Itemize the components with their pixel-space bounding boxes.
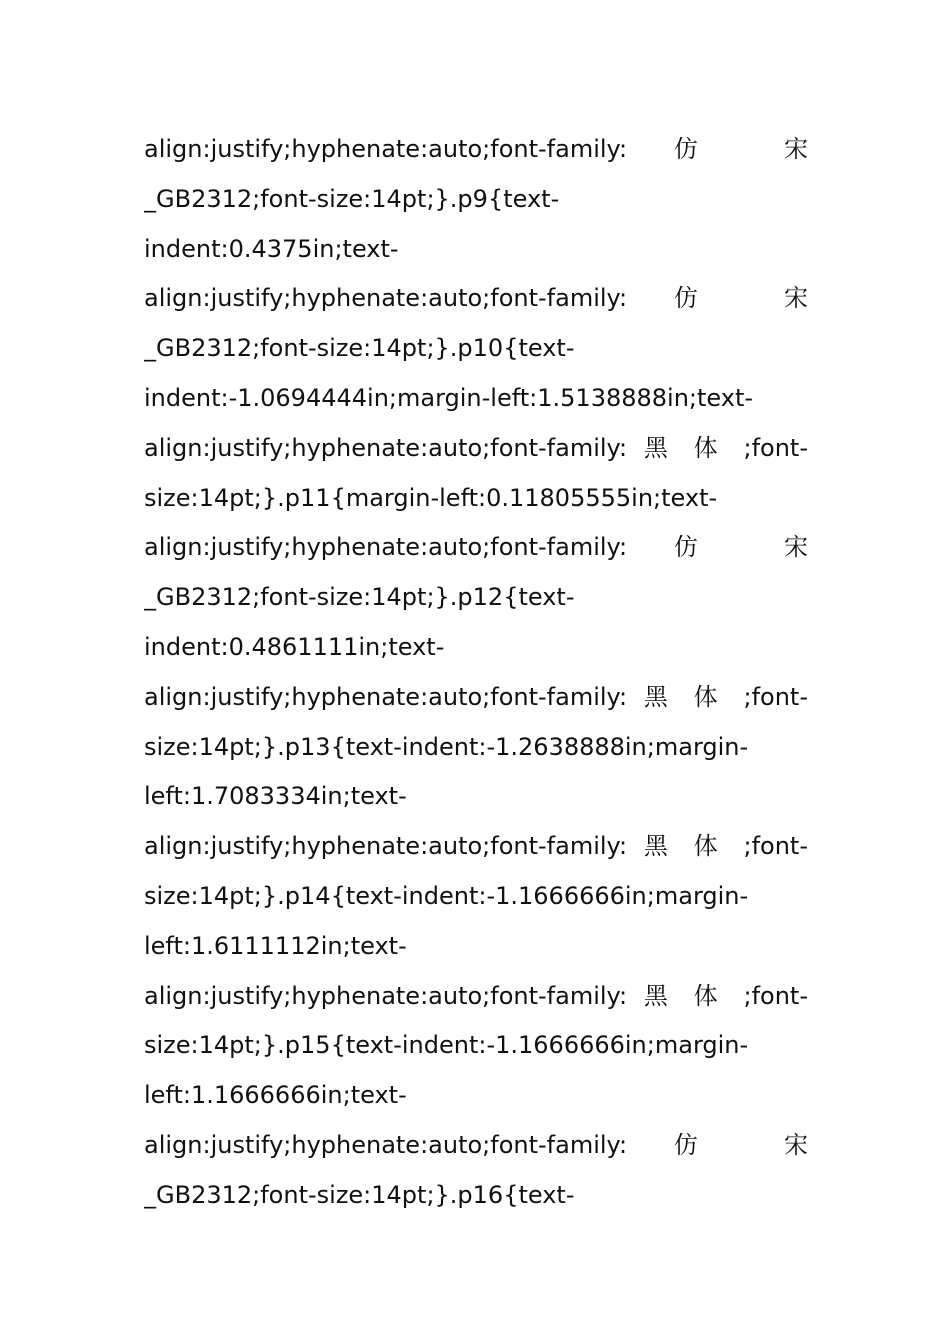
text-line: left:1.7083334in;text-: [144, 782, 407, 811]
text-line: align:justify;hyphenate:auto;font-family: 黑 体 ;font-: [144, 832, 808, 861]
text-line: size:14pt;}.p15{text-indent:-1.1666666in;margin-: [144, 1031, 749, 1060]
text-line: size:14pt;}.p13{text-indent:-1.2638888in;margin-: [144, 732, 749, 761]
text-line: _GB2312;font-size:14pt;}.p10{text-: [144, 334, 575, 363]
text-line: align:justify;hyphenate:auto;font-family: 仿 宋: [144, 1130, 808, 1159]
text-line: align:justify;hyphenate:auto;font-family: 仿 宋: [144, 533, 808, 562]
text-line: _GB2312;font-size:14pt;}.p9{text-: [144, 184, 560, 213]
text-line: indent:0.4375in;text-: [144, 234, 399, 263]
text-line: _GB2312;font-size:14pt;}.p12{text-: [144, 583, 575, 612]
text-line: align:justify;hyphenate:auto;font-family: 黑 体 ;font-: [144, 981, 808, 1010]
text-line: _GB2312;font-size:14pt;}.p16{text-: [144, 1180, 575, 1209]
text-line: align:justify;hyphenate:auto;font-family: 仿 宋: [144, 284, 808, 313]
text-line: indent:-1.0694444in;margin-left:1.5138888in;text-: [144, 383, 754, 412]
text-line: align:justify;hyphenate:auto;font-family: 黑 体 ;font-: [144, 682, 808, 711]
text-line: size:14pt;}.p11{margin-left:0.11805555in;text-: [144, 483, 718, 512]
text-line: indent:0.4861111in;text-: [144, 632, 445, 661]
text-line: left:1.1666666in;text-: [144, 1081, 407, 1110]
text-line: left:1.6111112in;text-: [144, 931, 407, 960]
text-line: align:justify;hyphenate:auto;font-family: 仿 宋: [144, 135, 808, 163]
document-body: [144, 125, 808, 1221]
text-line: size:14pt;}.p14{text-indent:-1.1666666in;margin-: [144, 881, 749, 910]
text-line: align:justify;hyphenate:auto;font-family: 黑 体 ;font-: [144, 433, 808, 462]
